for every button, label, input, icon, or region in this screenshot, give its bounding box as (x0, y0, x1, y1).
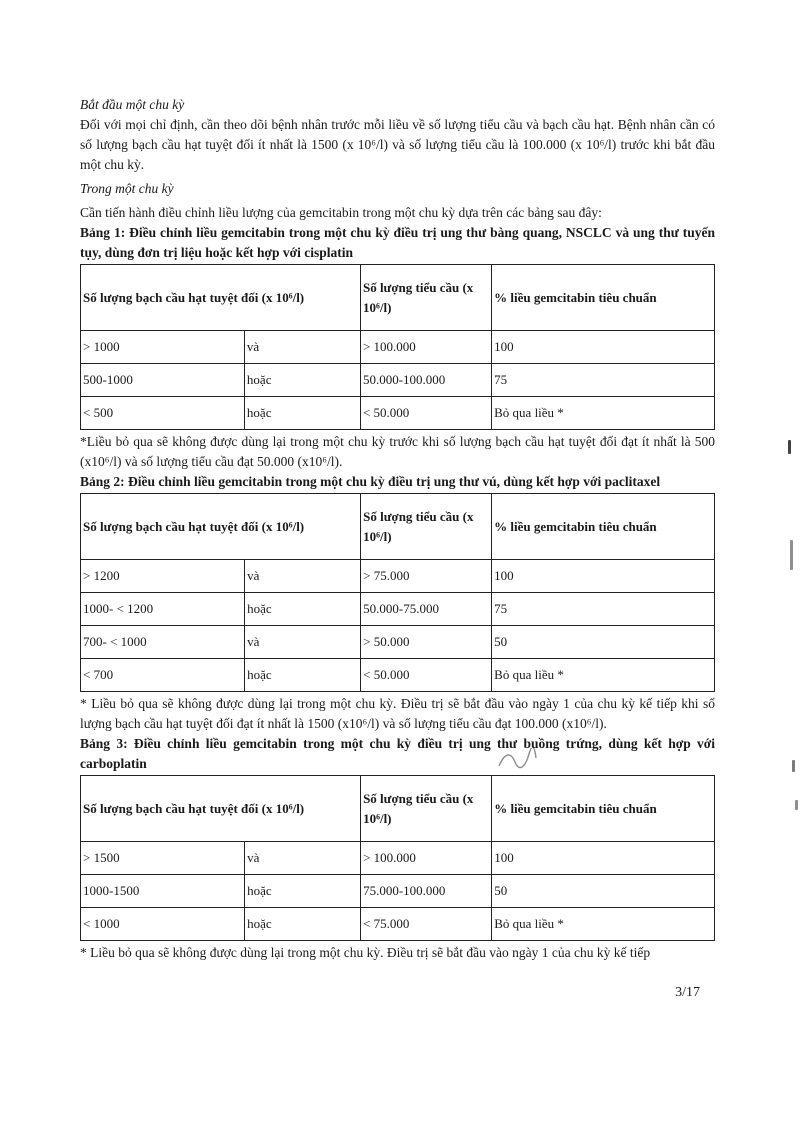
table-row (81, 626, 715, 659)
cell-granulocyte: < 500 (81, 397, 245, 430)
table-row (81, 560, 715, 593)
scan-mark (790, 540, 793, 570)
table-row (81, 331, 715, 364)
table-row (81, 397, 715, 430)
header-platelet: Số lượng tiểu cầu (x 10⁶/l) (361, 776, 492, 842)
scan-mark (788, 440, 791, 454)
cell-dose: 100 (492, 560, 715, 593)
cell-granulocyte: < 700 (81, 659, 245, 692)
cell-dose: 75 (492, 364, 715, 397)
table-row (81, 593, 715, 626)
cell-dose: 100 (492, 331, 715, 364)
table-row (81, 908, 715, 941)
section-heading-start: Bắt đầu một chu kỳ (80, 97, 185, 112)
cell-dose: Bỏ qua liều * (492, 908, 715, 941)
scan-mark (792, 760, 795, 772)
table-3 (80, 775, 715, 941)
cell-conjunction: và (245, 842, 361, 875)
cell-conjunction: hoặc (245, 593, 361, 626)
cell-platelet: 50.000-75.000 (361, 593, 492, 626)
cell-conjunction: hoặc (244, 364, 360, 397)
cell-dose: Bỏ qua liều * (492, 397, 715, 430)
cell-granulocyte: > 1000 (81, 331, 245, 364)
section-intro-within: Cần tiến hành điều chỉnh liều lượng của gemcitabin trong một chu kỳ dựa trên các bảng sau đây: (80, 205, 602, 220)
cell-granulocyte: < 1000 (81, 908, 245, 941)
scan-mark (795, 800, 798, 810)
cell-conjunction: và (245, 560, 361, 593)
cell-platelet: > 100.000 (360, 331, 491, 364)
cell-platelet: 50.000-100.000 (360, 364, 491, 397)
cell-granulocyte: > 1500 (81, 842, 245, 875)
header-dose-percent: % liều gemcitabin tiêu chuẩn (492, 776, 715, 842)
cell-platelet: > 100.000 (361, 842, 492, 875)
section-heading-within: Trong một chu kỳ (80, 181, 174, 196)
cell-dose: Bỏ qua liều * (492, 659, 715, 692)
cell-conjunction: hoặc (245, 875, 361, 908)
table-1-caption: Bảng 1: Điều chỉnh liều gemcitabin trong một chu kỳ điều trị ung thư bàng quang, NSCLC và ung thư tuyến tụy, dùng đơn trị liệu hoặc kết hợp với cisplatin (80, 225, 715, 260)
cell-granulocyte: 1000-1500 (81, 875, 245, 908)
cell-dose: 50 (492, 875, 715, 908)
table-header-row (81, 265, 715, 331)
cell-conjunction: hoặc (244, 397, 360, 430)
header-dose-percent: % liều gemcitabin tiêu chuẩn (492, 265, 715, 331)
table-row (81, 842, 715, 875)
table-header-row (81, 494, 715, 560)
header-dose-percent: % liều gemcitabin tiêu chuẩn (492, 494, 715, 560)
table-row (81, 364, 715, 397)
header-platelet: Số lượng tiểu cầu (x 10⁶/l) (360, 265, 491, 331)
table-3-caption: Bảng 3: Điều chỉnh liều gemcitabin trong một chu kỳ điều trị ung thư buồng trứng, dùng kết hợp với carboplatin (80, 736, 715, 771)
table-header-row (81, 776, 715, 842)
cell-platelet: > 75.000 (361, 560, 492, 593)
cell-granulocyte: 500-1000 (81, 364, 245, 397)
cell-conjunction: hoặc (245, 908, 361, 941)
cell-platelet: < 50.000 (361, 659, 492, 692)
signature-mark (497, 748, 537, 770)
table-row (81, 875, 715, 908)
cell-platelet: < 75.000 (361, 908, 492, 941)
cell-conjunction: hoặc (245, 659, 361, 692)
section-text-start: Đối với mọi chỉ định, cần theo dõi bệnh nhân trước mỗi liều về số lượng tiểu cầu và bạch cầu hạt. Bệnh nhân cần có số lượng bạch cầu hạt tuyệt đối ít nhất là 1500 (x 10⁶/l) và số lượng tiểu cầu là 100.000 (x 10⁶/l) trước khi bắt đầu một chu kỳ. (80, 117, 715, 172)
cell-granulocyte: 700- < 1000 (81, 626, 245, 659)
page-number: 3/17 (675, 985, 700, 1000)
cell-conjunction: và (245, 626, 361, 659)
header-granulocyte: Số lượng bạch cầu hạt tuyệt đối (x 10⁶/l) (81, 776, 361, 842)
table-row (81, 659, 715, 692)
table-1 (80, 264, 715, 430)
header-platelet: Số lượng tiểu cầu (x 10⁶/l) (361, 494, 492, 560)
cell-granulocyte: 1000- < 1200 (81, 593, 245, 626)
cell-granulocyte: > 1200 (81, 560, 245, 593)
cell-platelet: > 50.000 (361, 626, 492, 659)
cell-dose: 50 (492, 626, 715, 659)
table-2-caption: Bảng 2: Điều chỉnh liều gemcitabin trong một chu kỳ điều trị ung thư vú, dùng kết hợp với paclitaxel (80, 474, 661, 489)
cell-platelet: 75.000-100.000 (361, 875, 492, 908)
table-2-note: * Liều bỏ qua sẽ không được dùng lại trong một chu kỳ. Điều trị sẽ bắt đầu vào ngày 1 của chu kỳ kế tiếp khi số lượng bạch cầu hạt tuyệt đối đạt ít nhất là 1500 (x10⁶/l) và số lượng tiểu cầu đạt 100.000 (x10⁶/l). (80, 696, 715, 731)
table-1-note: *Liều bỏ qua sẽ không được dùng lại trong một chu kỳ trước khi số lượng bạch cầu hạt tuyệt đối đạt ít nhất là 500 (x10⁶/l) và số lượng tiểu cầu đạt 50.000 (x10⁶/l). (80, 434, 715, 469)
table-3-note: * Liều bỏ qua sẽ không được dùng lại trong một chu kỳ. Điều trị sẽ bắt đầu vào ngày 1 của chu kỳ kế tiếp (80, 945, 651, 960)
cell-platelet: < 50.000 (360, 397, 491, 430)
cell-conjunction: và (244, 331, 360, 364)
cell-dose: 100 (492, 842, 715, 875)
table-2 (80, 493, 715, 692)
header-granulocyte: Số lượng bạch cầu hạt tuyệt đối (x 10⁶/l) (81, 494, 361, 560)
cell-dose: 75 (492, 593, 715, 626)
header-granulocyte: Số lượng bạch cầu hạt tuyệt đối (x 10⁶/l) (81, 265, 361, 331)
page-content (80, 95, 715, 963)
